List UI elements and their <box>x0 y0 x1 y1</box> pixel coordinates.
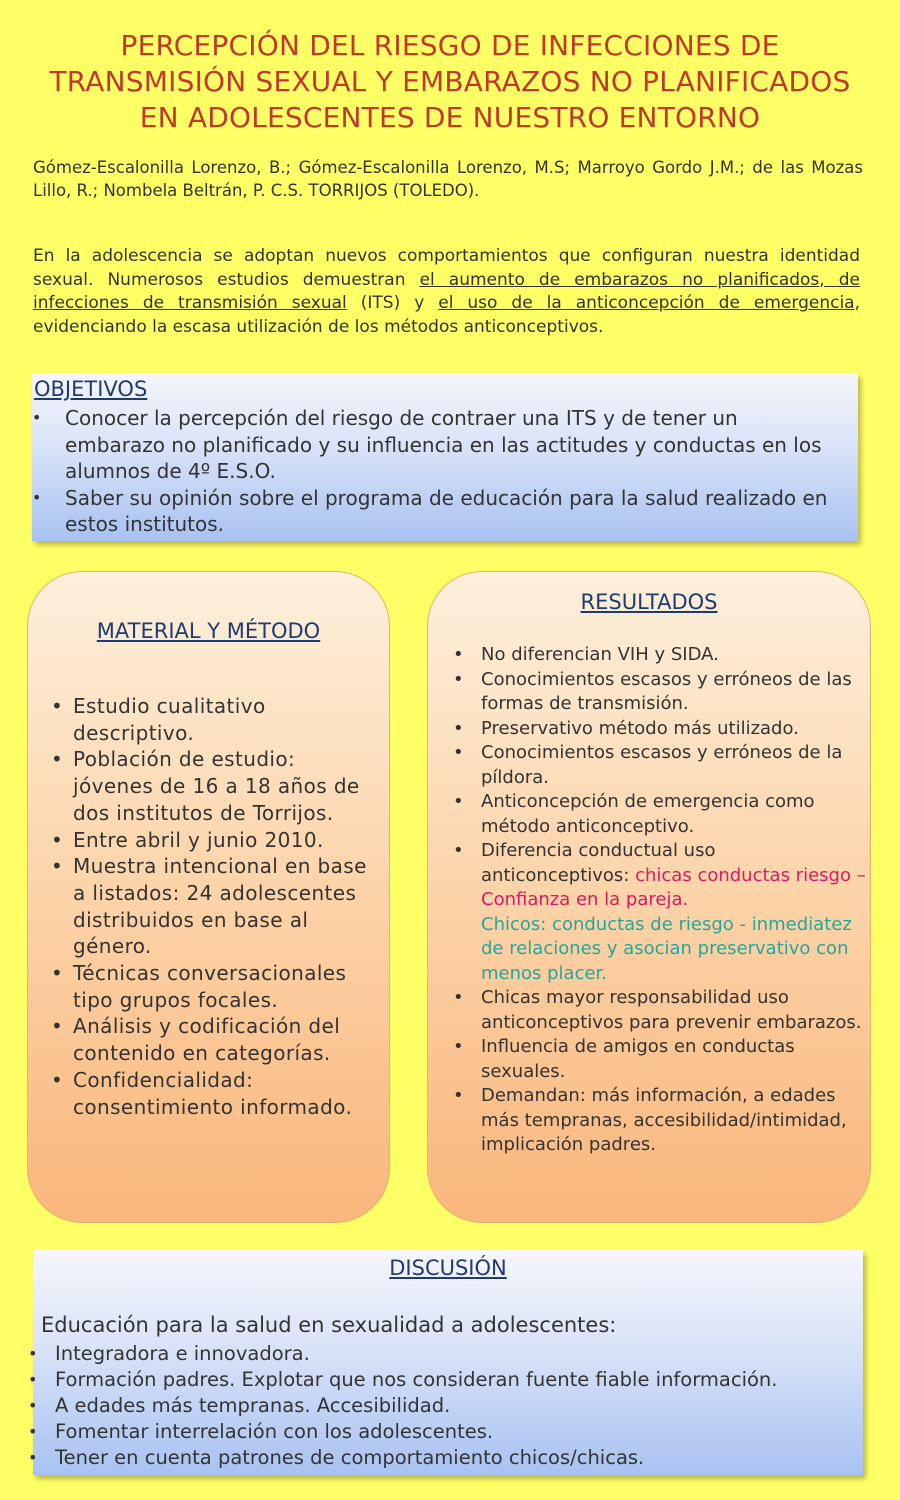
list-item: • Influencia de amigos en conductas sexuales. <box>452 1035 868 1084</box>
discusion-intro: Educación para la salud en sexualidad a adolescentes: <box>41 1313 617 1337</box>
objetivos-list <box>32 405 842 538</box>
list-item: • Estudio cualitativo descriptivo. <box>49 693 379 746</box>
resultados-heading: RESULTADOS <box>580 590 718 614</box>
list-item: • Demandan: más información, a edades más tempranas, accesibilidad/intimidad, implicación padres. <box>452 1084 868 1158</box>
authors: Gómez-Escalonilla Lorenzo, B.; Gómez-Escalonilla Lorenzo, M.S; Marroyo Gordo J.M.; de las Mozas Lillo, R.; Nombela Beltrán, P. C.S. TORRIJOS (TOLEDO). <box>33 158 863 200</box>
list-item: • Anticoncepción de emergencia como método anticonceptivo. <box>452 790 868 839</box>
intro-underlined-2: el uso de la anticoncepción de emergencia <box>438 293 855 313</box>
metodo-heading: MATERIAL Y MÉTODO <box>96 619 321 643</box>
list-item: • Formación padres. Explotar que nos consideran fuente fiable información. <box>28 1367 858 1393</box>
metodo-box <box>27 571 390 1223</box>
discusion-heading: DISCUSIÓN <box>389 1256 507 1280</box>
resultados-box <box>427 571 871 1223</box>
list-item: • Preservativo método más utilizado. <box>452 717 868 742</box>
list-item: • Entre abril y junio 2010. <box>49 827 379 854</box>
title-line-1: PERCEPCIÓN DEL RIESGO DE INFECCIONES DE <box>120 29 780 62</box>
list-item: • Conocer la percepción del riesgo de contraer una ITS y de tener un embarazo no planificado y su influencia en las actitudes y conductas en los alumnos de 4º E.S.O. <box>32 405 842 485</box>
list-item: • A edades más tempranas. Accesibilidad. <box>28 1393 858 1419</box>
diferencia-chicas: chicas conductas riesgo – Confianza en la pareja. <box>481 864 866 910</box>
list-item: • No diferencian VIH y SIDA. <box>452 643 868 668</box>
resultados-list <box>452 643 868 1158</box>
objetivos-heading: OBJETIVOS <box>34 377 148 401</box>
intro-text-3: , evidenciando la escasa utilización de los métodos anticonceptivos. <box>33 293 860 337</box>
list-item: • Población de estudio: jóvenes de 16 a 18 años de dos institutos de Torrijos. <box>49 746 379 826</box>
discusion-list <box>28 1341 858 1471</box>
metodo-list <box>49 693 379 1120</box>
discusion-box <box>33 1250 863 1475</box>
diferencia-lead: Diferencia conductual uso anticonceptivos: <box>481 840 716 886</box>
diferencia-chicos: Chicos: conductas de riesgo - inmediatez de relaciones y asocian preservativo con menos placer. <box>481 913 852 984</box>
list-item: • Confidencialidad: consentimiento informado. <box>49 1067 379 1120</box>
list-item: • Conocimientos escasos y erróneos de las formas de transmisión. <box>452 668 868 717</box>
list-item: • Conocimientos escasos y erróneos de la píldora. <box>452 741 868 790</box>
list-item: • Tener en cuenta patrones de comportamiento chicos/chicas. <box>28 1445 858 1471</box>
poster-title <box>10 28 890 136</box>
list-item: • Saber su opinión sobre el programa de educación para la salud realizado en estos institutos. <box>32 485 842 538</box>
list-item: • Muestra intencional en base a listados: 24 adolescentes distribuidos en base al género. <box>49 853 379 960</box>
objetivos-box <box>32 373 858 541</box>
list-item: • Fomentar interrelación con los adolescentes. <box>28 1419 858 1445</box>
title-line-3: EN ADOLESCENTES DE NUESTRO ENTORNO <box>139 101 761 134</box>
list-item: • Análisis y codificación del contenido en categorías. <box>49 1013 379 1066</box>
list-item-diferencia <box>452 839 868 986</box>
title-line-2: TRANSMISIÓN SEXUAL Y EMBARAZOS NO PLANIFICADOS <box>49 65 851 98</box>
intro-underlined-1: el aumento de embarazos no planificados, de infecciones de transmisión sexual <box>33 269 860 313</box>
intro-paragraph <box>33 245 860 339</box>
list-item: • Chicas mayor responsabilidad uso anticonceptivos para prevenir embarazos. <box>452 986 868 1035</box>
intro-text-2: (ITS) y <box>346 293 439 313</box>
list-item: • Técnicas conversacionales tipo grupos focales. <box>49 960 379 1013</box>
intro-text-1: En la adolescencia se adoptan nuevos comportamientos que configuran nuestra identidad sexual. Numerosos estudios demuestran <box>33 246 860 290</box>
list-item: • Integradora e innovadora. <box>28 1341 858 1367</box>
